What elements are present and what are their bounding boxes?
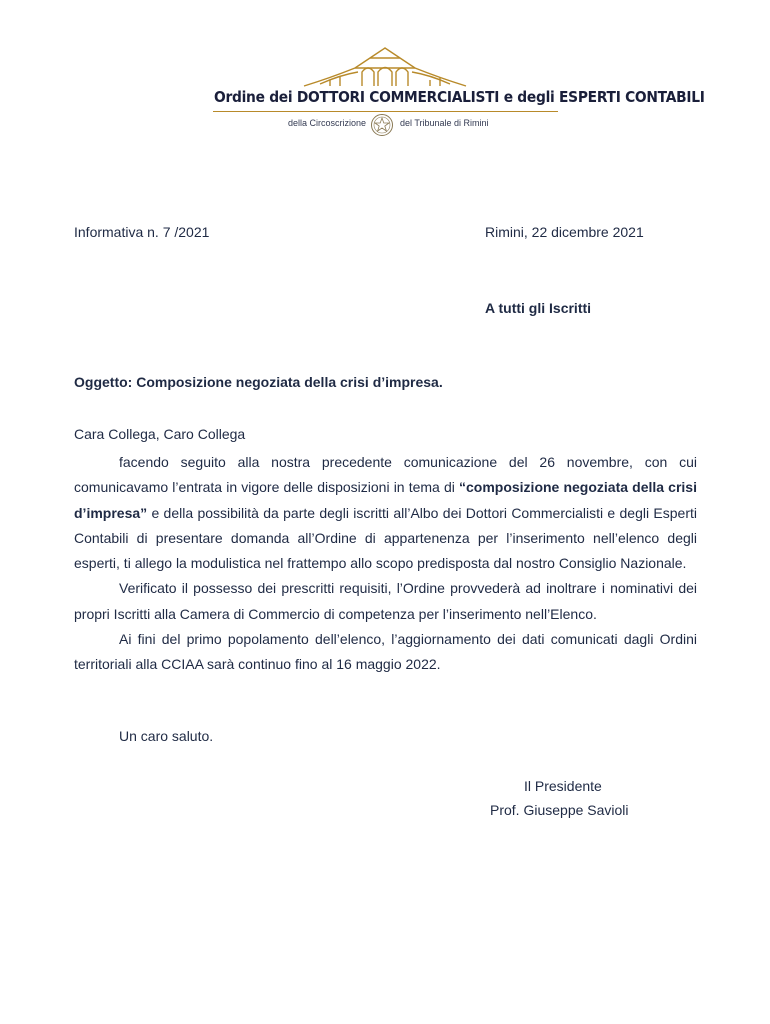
signature-name: Prof. Giuseppe Savioli xyxy=(490,802,629,818)
arches-building-icon xyxy=(300,42,470,90)
paragraph-1-text-end: e della possibilità da parte degli iscritti all’Albo dei Dottori Commercialisti e degli Esperti Contabili di presentare domanda all’Ordine di appartenenza per l’inserimento nell’elenco degli esperti, ti allego la modulistica nel frattempo allo scopo predisposta dal nostro Consiglio Nazionale. xyxy=(74,504,697,572)
letter-body xyxy=(74,450,697,678)
place-date: Rimini, 22 dicembre 2021 xyxy=(485,224,644,240)
paragraph-1-text-start: facendo seguito alla nostra precedente comunicazione del 26 novembre, con cui comunicavamo l’entrata in vigore delle disposizioni in tema di xyxy=(74,454,697,496)
letterhead xyxy=(0,40,770,140)
greeting: Cara Collega, Caro Collega xyxy=(74,426,246,442)
recipient: A tutti gli Iscritti xyxy=(485,300,592,316)
subject-line: Oggetto: Composizione negoziata della crisi d’impresa. xyxy=(74,374,443,390)
subtitle-left: della Circoscrizione xyxy=(288,118,367,128)
paragraph-1-emphasis: “composizione negoziata della crisi d’impresa” xyxy=(74,479,697,521)
org-name: Ordine dei DOTTORI COMMERCIALISTI e degli ESPERTI CONTABILI xyxy=(214,88,705,106)
paragraph-3: Ai fini del primo popolamento dell’elenco, l’aggiornamento dei dati comunicati dagli Ordini territoriali alla CCIAA sarà continuo fino al 16 maggio 2022. xyxy=(74,631,697,673)
closing-line: Un caro saluto. xyxy=(119,728,214,744)
signature-title: Il Presidente xyxy=(524,778,602,794)
paragraph-1 xyxy=(74,450,697,576)
star-seal-icon xyxy=(370,113,394,137)
subtitle-right: del Tribunale di Rimini xyxy=(400,118,489,128)
informativa-number: Informativa n. 7 /2021 xyxy=(74,224,210,240)
paragraph-2: Verificato il possesso dei prescritti requisiti, l’Ordine provvederà ad inoltrare i nominativi dei propri Iscritti alla Camera di Commercio di competenza per l’inserimento nell’Elenco. xyxy=(74,580,697,622)
